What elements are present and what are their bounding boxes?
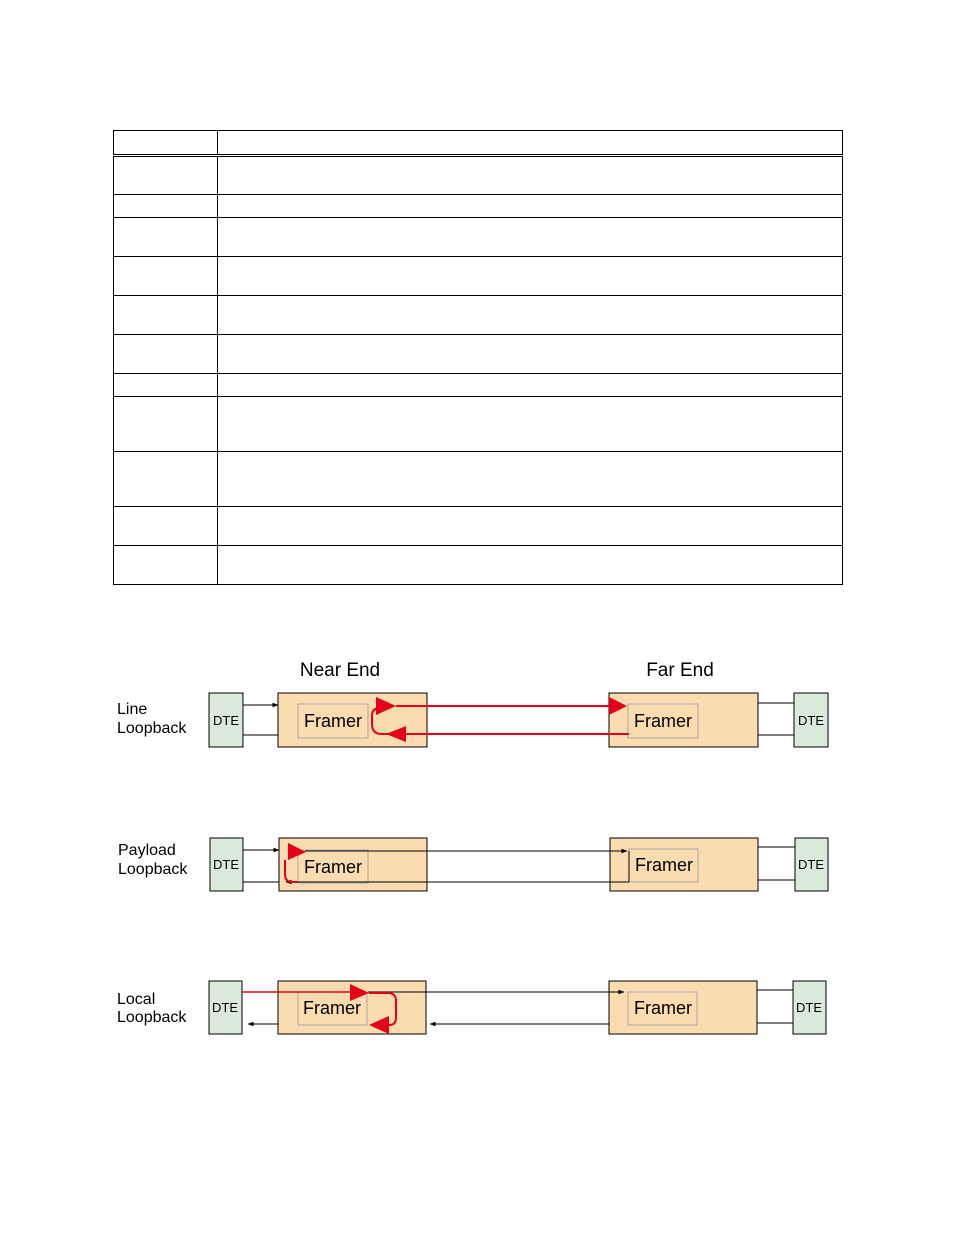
table-cell-description xyxy=(218,546,843,585)
table-row xyxy=(114,374,843,397)
payload-loopback-row xyxy=(118,838,828,891)
table-cell-term xyxy=(114,397,218,452)
near-dte-label: DTE xyxy=(213,713,239,728)
far-dte-label: DTE xyxy=(798,713,824,728)
table-cell-term xyxy=(114,156,218,195)
header-cell-term xyxy=(114,131,218,156)
definitions-grid xyxy=(113,130,843,585)
far-framer-label: Framer xyxy=(634,711,692,731)
table-row xyxy=(114,296,843,335)
payload-loopback-label-line2: Loopback xyxy=(118,861,188,878)
table-cell-description xyxy=(218,156,843,195)
table-cell-term xyxy=(114,296,218,335)
table-cell-term xyxy=(114,195,218,218)
table-cell-description xyxy=(218,397,843,452)
table-row xyxy=(114,452,843,507)
table-cell-description xyxy=(218,296,843,335)
far-framer-label: Framer xyxy=(635,855,693,875)
loopback-diagram xyxy=(0,640,954,1060)
table-row xyxy=(114,257,843,296)
near-framer-label: Framer xyxy=(304,711,362,731)
local-loopback-row xyxy=(117,981,826,1034)
near-framer-label: Framer xyxy=(303,998,361,1018)
table-row xyxy=(114,397,843,452)
table-cell-description xyxy=(218,507,843,546)
table-row xyxy=(114,507,843,546)
table-cell-description xyxy=(218,218,843,257)
table-cell-term xyxy=(114,546,218,585)
definitions-table xyxy=(113,130,842,585)
table-cell-term xyxy=(114,374,218,397)
table-cell-description xyxy=(218,257,843,296)
line-loopback-label-line2: Loopback xyxy=(117,720,187,737)
near-dte-label: DTE xyxy=(212,1000,238,1015)
table-cell-term xyxy=(114,335,218,374)
far-dte-label: DTE xyxy=(796,1000,822,1015)
table-row xyxy=(114,335,843,374)
far-end-label: Far End xyxy=(646,660,714,681)
far-dte-label: DTE xyxy=(798,857,824,872)
table-row xyxy=(114,156,843,195)
table-cell-description xyxy=(218,195,843,218)
table-row xyxy=(114,218,843,257)
line-loopback-label-line1: Line xyxy=(117,701,148,718)
payload-loopback-label-line1: Payload xyxy=(118,842,176,859)
table-cell-description xyxy=(218,374,843,397)
table-cell-term xyxy=(114,507,218,546)
table-cell-description xyxy=(218,335,843,374)
header-cell-description xyxy=(218,131,843,156)
local-loopback-label-line2: Loopback xyxy=(117,1009,187,1026)
table-cell-term xyxy=(114,218,218,257)
line-loopback-row xyxy=(117,693,828,747)
near-framer-label: Framer xyxy=(304,857,362,877)
table-cell-description xyxy=(218,452,843,507)
far-framer-label: Framer xyxy=(634,998,692,1018)
table-row xyxy=(114,546,843,585)
table-header-row xyxy=(114,131,843,156)
table-cell-term xyxy=(114,257,218,296)
table-cell-term xyxy=(114,452,218,507)
near-end-label: Near End xyxy=(299,660,381,681)
near-dte-label: DTE xyxy=(213,857,239,872)
local-loopback-label-line1: Local xyxy=(117,991,156,1008)
table-row xyxy=(114,195,843,218)
